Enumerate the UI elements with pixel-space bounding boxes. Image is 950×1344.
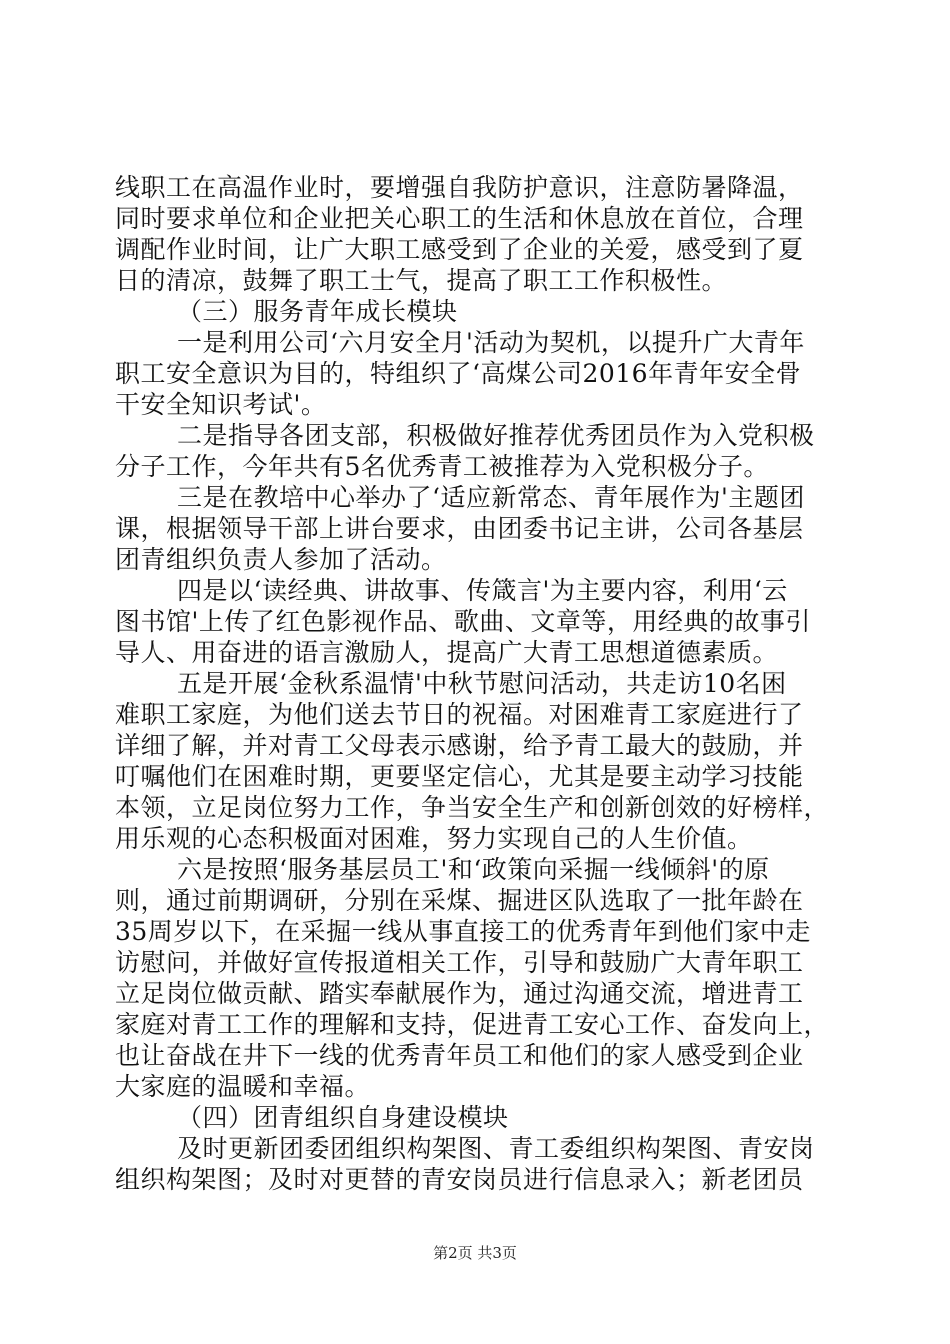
page-footer: 第2页 共3页 [433,1244,517,1262]
text-line: 详细了解，并对青工父母表示感谢，给予青工最大的鼓励，并 [115,731,804,760]
text-line: 同时要求单位和企业把关心职工的生活和休息放在首位，合理 [115,204,804,233]
text-line: 家庭对青工工作的理解和支持，促进青工安心工作、奋发向上， [115,1010,830,1039]
text-line: 本领，立足岗位努力工作，争当安全生产和创新创效的好榜样， [115,793,830,822]
text-line: 干安全知识考试'。 [115,390,327,419]
text-line: 调配作业时间，让广大职工感受到了企业的关爱，感受到了夏 [115,235,804,264]
text-line: 四是以‘读经典、讲故事、传箴言'为主要内容，利用‘云 [177,576,788,605]
text-line: 五是开展‘金秋系温情'中秋节慰问活动，共走访10名困 [177,669,787,698]
text-line: 用乐观的心态积极面对困难，努力实现自己的人生价值。 [115,824,753,853]
text-line: 团青组织负责人参加了活动。 [115,545,447,574]
text-line: 立足岗位做贡献、踏实奉献展作为，通过沟通交流，增进青工 [115,979,804,1008]
text-line: 则，通过前期调研，分别在采煤、掘进区队选取了一批年龄在 [115,886,804,915]
text-line: 六是按照‘服务基层员工'和‘政策向采掘一线倾斜'的原 [177,855,770,884]
text-line: 二是指导各团支部，积极做好推荐优秀团员作为入党积极 [177,421,815,450]
text-line: 及时更新团委团组织构架图、青工委组织构架图、青安岗 [177,1134,815,1163]
text-line: 导人、用奋进的语言激励人，提高广大青工思想道德素质。 [115,638,779,667]
text-line: 叮嘱他们在困难时期，更要坚定信心，尤其是要主动学习技能 [115,762,804,791]
text-line: 分子工作，今年共有5名优秀青工被推荐为入党积极分子。 [115,452,769,481]
text-line: 线职工在高温作业时，要增强自我防护意识，注意防暑降温， [115,173,804,202]
section-heading: （三）服务青年成长模块 [177,297,458,326]
text-line: 也让奋战在井下一线的优秀青年员工和他们的家人感受到企业 [115,1041,804,1070]
text-line: 访慰问，并做好宣传报道相关工作，引导和鼓励广大青年职工 [115,948,804,977]
text-line: 日的清凉，鼓舞了职工士气，提高了职工工作积极性。 [115,266,728,295]
text-line: 35周岁以下，在采掘一线从事直接工的优秀青年到他们家中走 [115,917,811,946]
text-line: 一是利用公司‘六月安全月'活动为契机，以提升广大青年 [177,328,805,357]
text-line: 三是在教培中心举办了‘适应新常态、青年展作为'主题团 [177,483,805,512]
text-line: 难职工家庭，为他们送去节日的祝福。对困难青工家庭进行了 [115,700,804,729]
section-heading: （四）团青组织自身建设模块 [177,1103,509,1132]
text-line: 组织构架图；及时对更替的青安岗员进行信息录入；新老团员 [115,1165,804,1194]
text-line: 大家庭的温暖和幸福。 [115,1072,371,1101]
text-line: 课，根据领导干部上讲台要求，由团委书记主讲，公司各基层 [115,514,804,543]
text-line: 职工安全意识为目的，特组织了‘高煤公司2016年青年安全骨 [115,359,802,388]
text-line: 图书馆'上传了红色影视作品、歌曲、文章等，用经典的故事引 [115,607,811,636]
